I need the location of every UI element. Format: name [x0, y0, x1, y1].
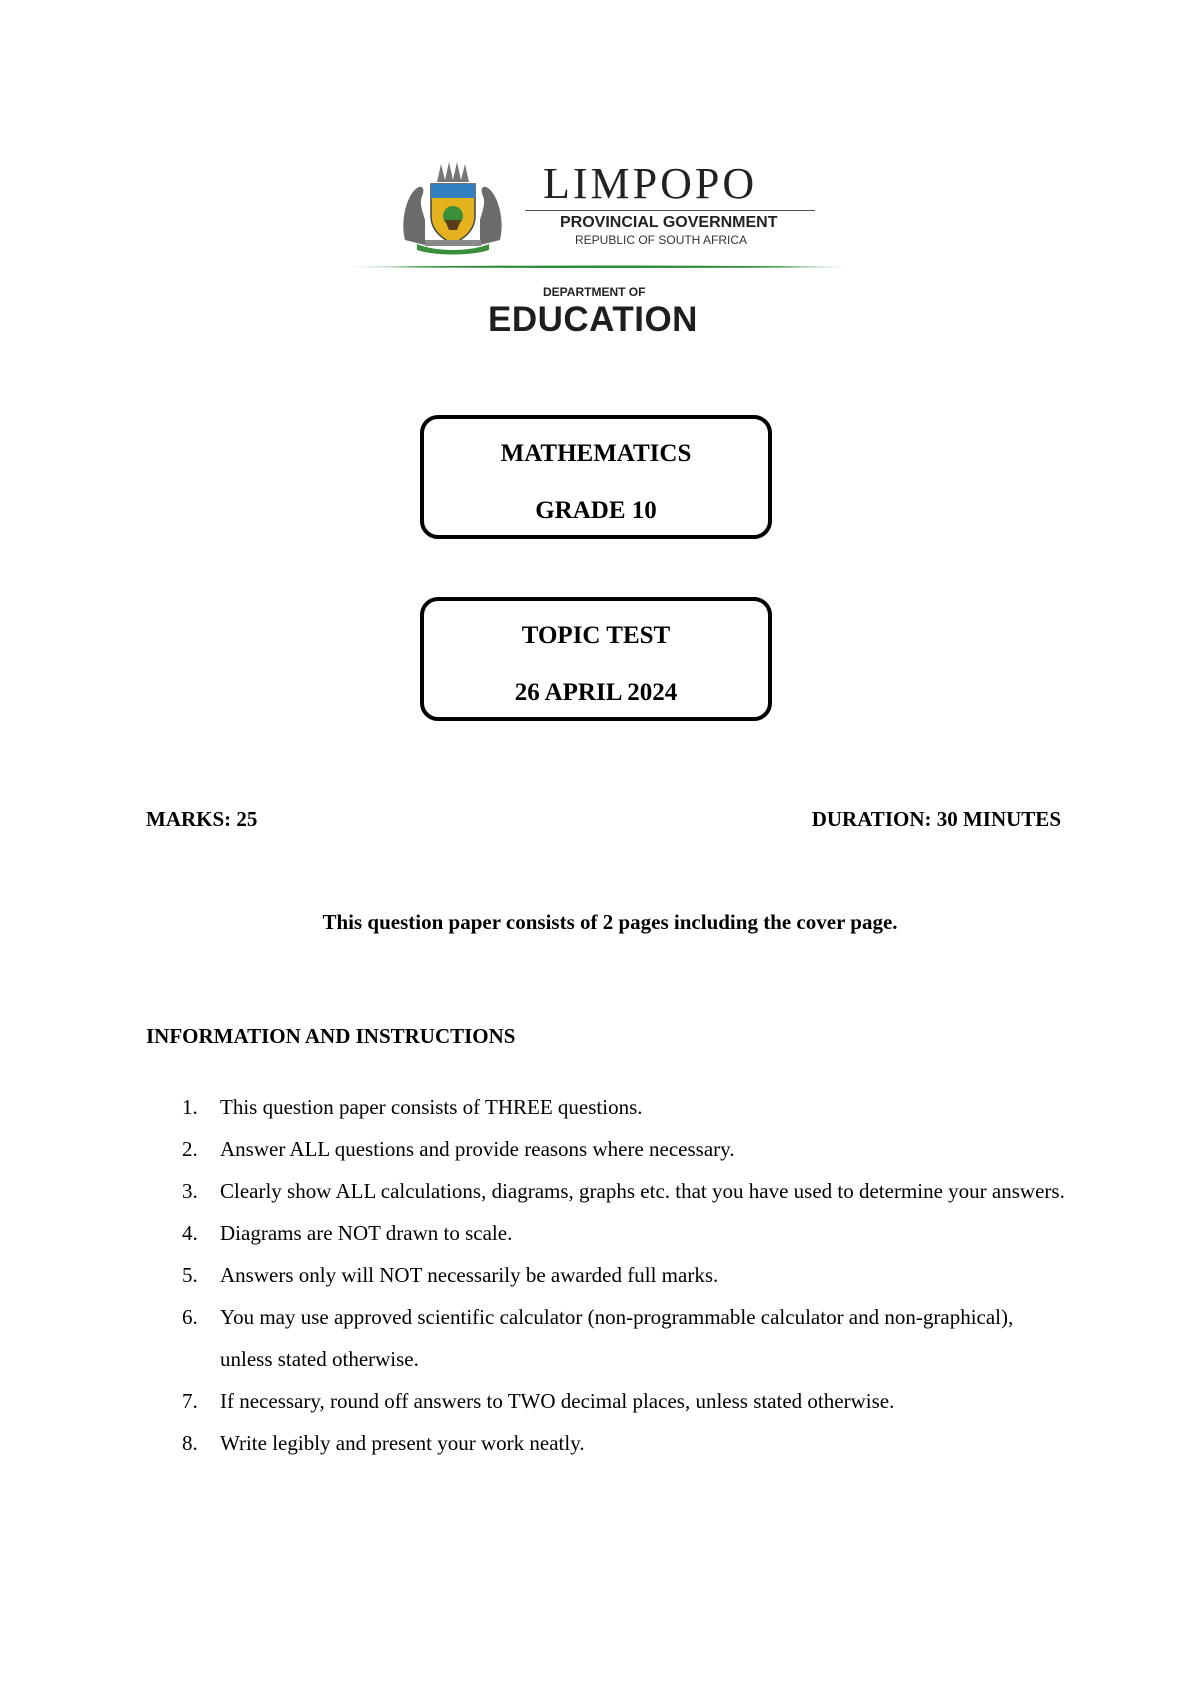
item-text: Clearly show ALL calculations, diagrams, graphs etc. that you have used to determine your answers.: [220, 1179, 1065, 1203]
duration-label: DURATION: 30 MINUTES: [811, 807, 1061, 831]
item-text: Answer ALL questions and provide reasons where necessary.: [220, 1137, 735, 1161]
item-number: 6.: [182, 1305, 198, 1329]
list-item: [146, 1212, 1066, 1254]
item-number: 5.: [182, 1263, 198, 1287]
item-number: 4.: [182, 1221, 198, 1245]
instructions-list: [146, 1086, 1066, 1464]
item-text: You may use approved scientific calculator (non-programmable calculator and non-graphical), unless stated otherwise.: [220, 1305, 1014, 1371]
item-text: Write legibly and present your work neatly.: [220, 1431, 585, 1455]
item-text: Diagrams are NOT drawn to scale.: [220, 1221, 513, 1245]
subject-title: MATHEMATICS: [500, 440, 692, 467]
list-item: [146, 1170, 1066, 1212]
subject-box: [420, 415, 772, 539]
provincial-government-label: PROVINCIAL GOVERNMENT: [560, 214, 778, 231]
republic-label: REPUBLIC OF SOUTH AFRICA: [575, 233, 748, 247]
marks-label: MARKS: 25: [146, 807, 258, 831]
item-text: Answers only will NOT necessarily be awarded full marks.: [220, 1263, 719, 1287]
instructions-heading: INFORMATION AND INSTRUCTIONS: [146, 1024, 516, 1048]
test-title: TOPIC TEST: [521, 622, 671, 649]
item-number: 8.: [182, 1431, 198, 1455]
list-item: [146, 1296, 1066, 1380]
limpopo-wordmark: LIMPOPO: [543, 159, 758, 208]
list-item: [146, 1422, 1066, 1464]
item-number: 3.: [182, 1179, 198, 1203]
coat-of-arms-icon: [395, 160, 510, 255]
department-of-label: DEPARTMENT OF: [543, 285, 646, 299]
list-item: [146, 1380, 1066, 1422]
item-text: This question paper consists of THREE questions.: [220, 1095, 643, 1119]
item-number: 7.: [182, 1389, 198, 1413]
list-item: [146, 1128, 1066, 1170]
list-item: [146, 1086, 1066, 1128]
department-logo: [345, 160, 865, 350]
education-label: EDUCATION: [488, 300, 698, 339]
page-count-note: This question paper consists of 2 pages including the cover page.: [322, 910, 898, 934]
green-divider: [340, 264, 860, 269]
test-box: [420, 597, 772, 721]
list-item: [146, 1254, 1066, 1296]
header-divider: [525, 210, 815, 211]
item-number: 1.: [182, 1095, 198, 1119]
grade-title: GRADE 10: [535, 497, 657, 524]
item-number: 2.: [182, 1137, 198, 1161]
test-date: 26 APRIL 2024: [514, 679, 678, 706]
item-text: If necessary, round off answers to TWO decimal places, unless stated otherwise.: [220, 1389, 895, 1413]
